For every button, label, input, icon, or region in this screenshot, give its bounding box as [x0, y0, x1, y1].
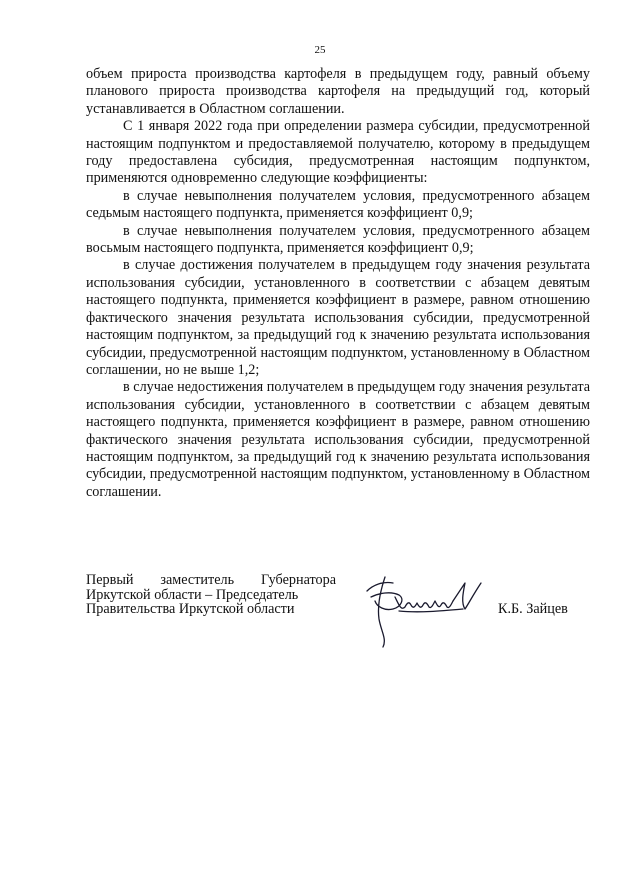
paragraph: объем прироста производства картофеля в предыдущем году, равный объему планового прироста производства картофеля на предыдущий год, который устанавливается в Областном соглашении.: [86, 66, 590, 117]
signatory-name: К.Б. Зайцев: [498, 601, 568, 617]
paragraph: С 1 января 2022 года при определении размера субсидии, предусмотренной настоящим подпунктом и предоставляемой получателю, которому в предыдущем году предоставлена субсидия, предусмотренная настоящим подпунктом, применяются одновременно следующие коэффициенты:: [86, 118, 590, 187]
signatory-title: [86, 573, 336, 617]
signatory-title-line: Правительства Иркутской области: [86, 601, 295, 618]
signatory-title-line: Иркутской области – Председатель: [86, 586, 299, 603]
paragraph: в случае невыполнения получателем условия, предусмотренного абзацем седьмым настоящего подпункта, применяется коэффициент 0,9;: [86, 187, 590, 222]
paragraph: в случае невыполнения получателем условия, предусмотренного абзацем восьмым настоящего подпункта, применяется коэффициент 0,9;: [86, 222, 590, 257]
signatory-title-line: Первый заместитель Губернатора: [86, 572, 336, 588]
paragraph: в случае достижения получателем в предыдущем году значения результата использования субсидии, установленного в соответствии с абзацем девятым настоящего подпункта, применяется коэффициент в размере, равном отношению фактического значения результата использования субсидии, предусмотренной настоящим подпунктом, за предыдущий год к значению результата использования субсидии, предусмотренной настоящим подпунктом, установленному в Областном соглашении, но не выше 1,2;: [86, 257, 590, 378]
document-body: [86, 66, 590, 501]
signature-block: [86, 573, 606, 653]
page-number: 25: [314, 44, 326, 56]
paragraph: в случае недостижения получателем в предыдущем году значения результата использования субсидии, установленного в соответствии с абзацем девятым настоящего подпункта, применяется коэффициент в размере, равном отношению фактического значения результата использования субсидии, предусмотренной настоящим подпунктом, за предыдущий год к значению результата использования субсидии, предусмотренной настоящим подпунктом, установленному в Областном соглашении.: [86, 379, 590, 500]
handwritten-signature: [359, 567, 499, 651]
